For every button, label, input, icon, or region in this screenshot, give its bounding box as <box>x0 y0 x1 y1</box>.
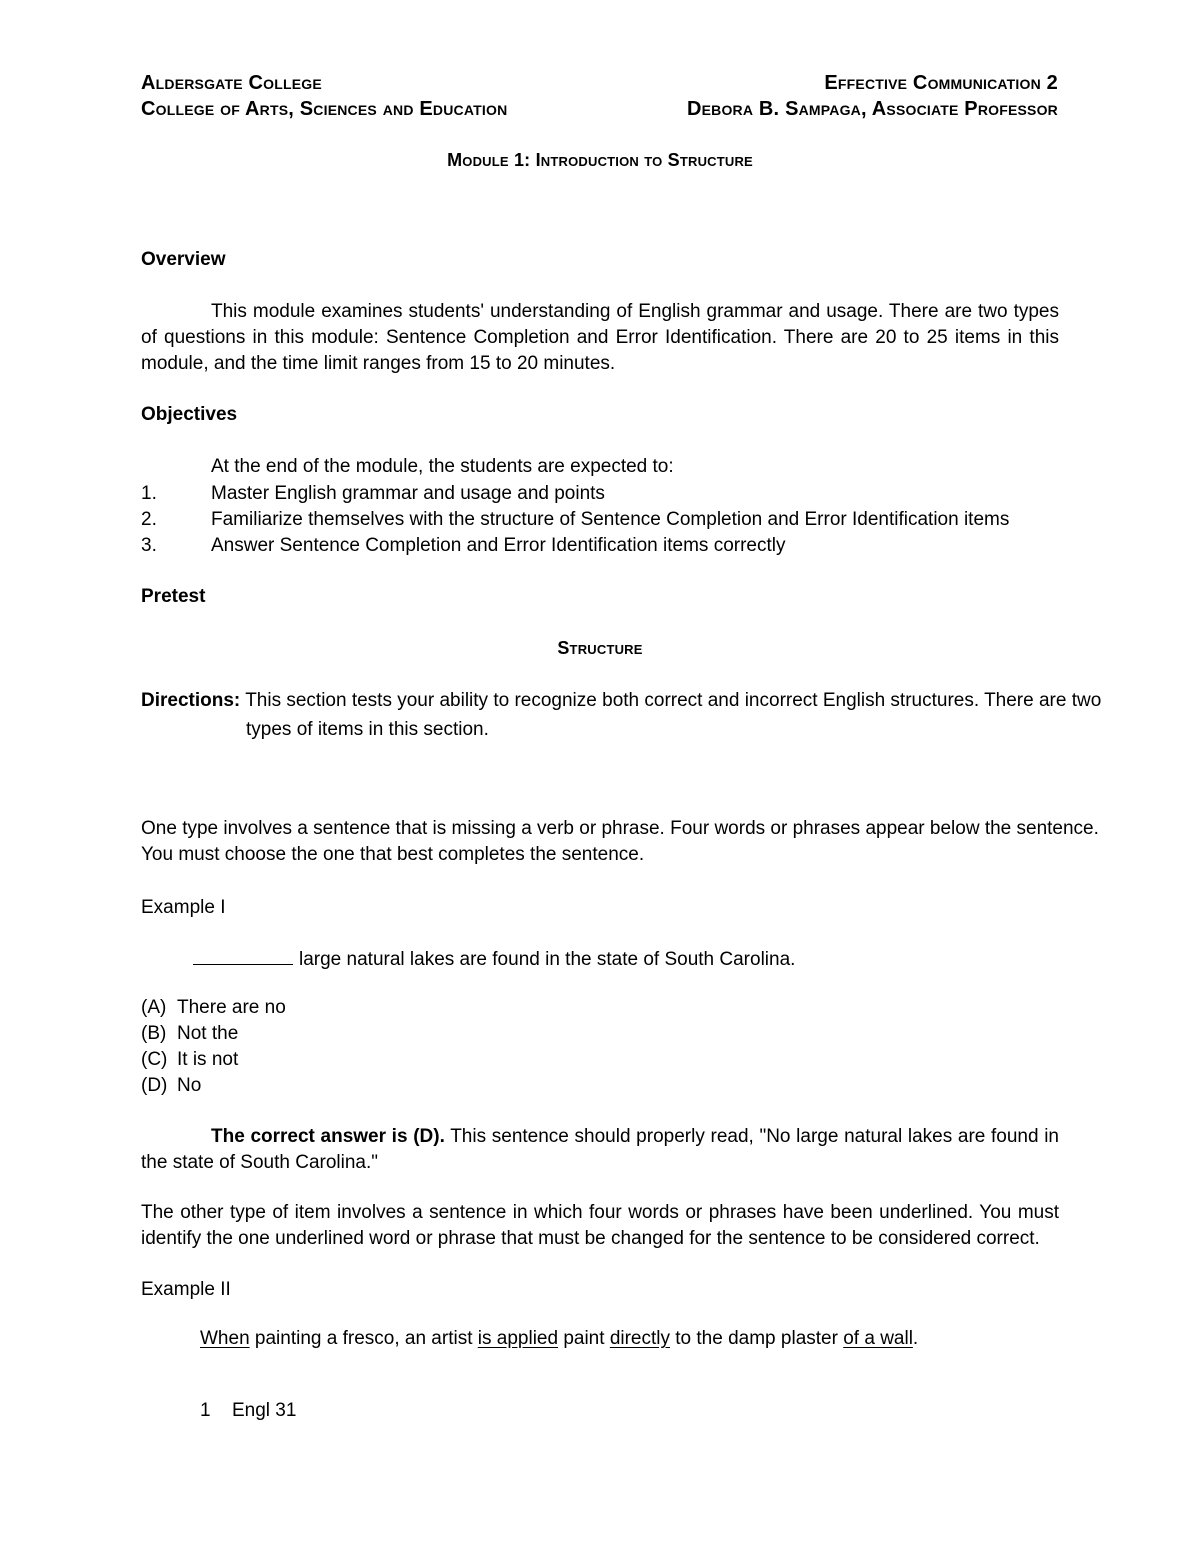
page-number: 1 <box>200 1400 211 1421</box>
overview-text: This module examines students' understanding of English grammar and usage. There are two types of questions in this module: Sentence Completion and Error Identification. There are 20 to 25 items in this module, and the time limit ranges from 15 to 20 minutes. <box>141 301 1059 374</box>
objectives-list <box>141 481 1009 559</box>
option-d: (D) No <box>141 1075 202 1096</box>
overview-heading: Overview <box>141 249 226 270</box>
objective-item: 3. Answer Sentence Completion and Error Identification items correctly <box>141 535 786 556</box>
course-name: Effective Communication 2 <box>824 72 1058 94</box>
example1-sentence: large natural lakes are found in the state of South Carolina. <box>193 946 795 971</box>
pretest-heading: Pretest <box>141 586 206 607</box>
example1-options <box>141 995 286 1099</box>
underlined-a: When <box>200 1328 250 1349</box>
objectives-heading: Objectives <box>141 404 238 425</box>
option-a: (A) There are no <box>141 997 286 1018</box>
directions-line-2: types of items in this section. <box>246 719 489 740</box>
module-title: Module 1: Introduction to Structure <box>447 150 753 170</box>
instructor-name: Debora B. Sampaga, Associate Professor <box>686 98 1058 120</box>
example1-answer: The correct answer is (D). This sentence should properly read, "No large natural lakes are found in the state of South Carolina." <box>141 1126 1060 1173</box>
type2-text: The other type of item involves a sentence in which four words or phrases have been underlined. You must identify the one underlined word or phrase that must be changed for the sentence to be considered correct. <box>141 1202 1059 1249</box>
structure-title: Structure <box>557 638 643 658</box>
answer-blank <box>193 946 293 965</box>
directions-line-1: Directions: This section tests your ability to recognize both correct and incorrect English structures. There are two <box>141 690 1102 711</box>
college-name: Aldersgate College <box>141 72 322 94</box>
course-code: Engl 31 <box>232 1400 297 1421</box>
option-c: (C) It is not <box>141 1049 239 1070</box>
option-b: (B) Not the <box>141 1023 239 1044</box>
directions-label: Directions: <box>141 690 241 711</box>
example2-sentence: When painting a fresco, an artist is applied paint directly to the damp plaster of a wall. <box>200 1328 919 1349</box>
page-footer <box>200 1400 296 1422</box>
objective-item: 2. Familiarize themselves with the structure of Sentence Completion and Error Identification items <box>141 509 1010 530</box>
objective-item: 1. Master English grammar and usage and points <box>141 483 605 504</box>
type1-line-1: One type involves a sentence that is missing a verb or phrase. Four words or phrases appear below the sentence. <box>141 818 1099 839</box>
department-name: College of Arts, Sciences and Education <box>141 98 508 120</box>
underlined-b: is applied <box>477 1328 559 1349</box>
example1-label: Example I <box>141 897 226 918</box>
underlined-d: of a wall <box>843 1328 913 1349</box>
example2-label: Example II <box>141 1279 231 1300</box>
underlined-c: directly <box>609 1328 670 1349</box>
objectives-intro: At the end of the module, the students are expected to: <box>211 456 674 477</box>
type1-line-2: You must choose the one that best completes the sentence. <box>141 844 645 865</box>
